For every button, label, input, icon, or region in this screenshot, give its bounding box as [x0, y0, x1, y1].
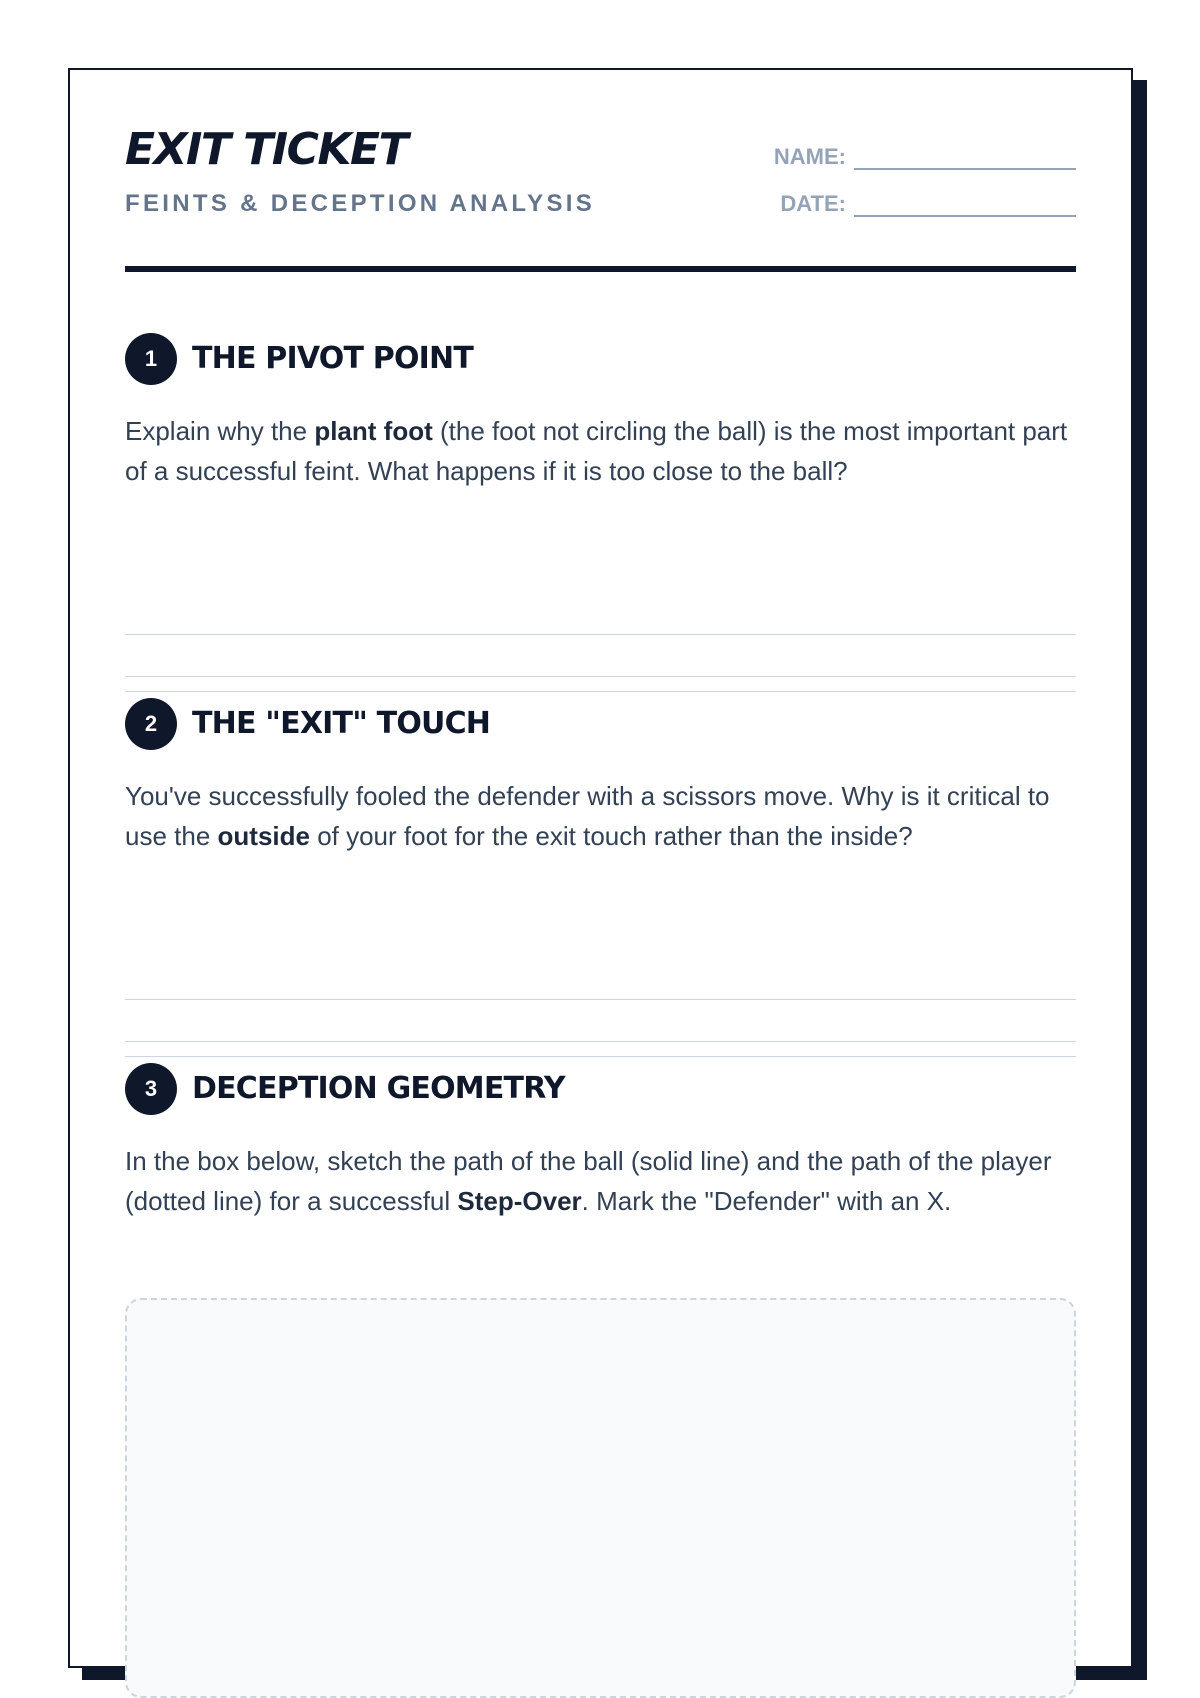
question-1-header	[125, 333, 1076, 385]
date-row	[774, 174, 1076, 221]
page-title: EXIT TICKET	[125, 124, 408, 175]
answer-line[interactable]	[125, 1041, 1076, 1042]
question-1-prompt	[125, 411, 1076, 491]
prompt-emphasis: plant foot	[314, 416, 433, 446]
header-divider	[125, 266, 1076, 272]
question-2-title: THE "EXIT" TOUCH	[192, 706, 491, 741]
answer-line[interactable]	[125, 1056, 1076, 1057]
date-label: DATE:	[780, 191, 846, 216]
question-3-header	[125, 1063, 1076, 1115]
name-label: NAME:	[773, 144, 846, 169]
answer-line[interactable]	[125, 691, 1076, 692]
question-1	[125, 333, 1076, 491]
question-3-prompt	[125, 1141, 1076, 1221]
answer-line[interactable]	[125, 676, 1076, 677]
prompt-text: (the foot not circling the ball) is the most important part of a successful feint. What happens if it is too close to the ball?	[125, 416, 1068, 486]
prompt-text: . Mark the "Defender" with an X.	[581, 1186, 952, 1216]
question-number-badge: 3	[125, 1063, 177, 1115]
date-field[interactable]	[854, 215, 1076, 217]
question-1-title: THE PIVOT POINT	[192, 341, 473, 376]
question-2-prompt	[125, 776, 1076, 856]
prompt-text: In the box below, sketch the path of the ball (solid line) and the path of the player (dotted line) for a successful	[125, 1146, 1052, 1216]
worksheet-content	[125, 70, 1076, 1216]
answer-line[interactable]	[125, 999, 1076, 1000]
question-3	[125, 1063, 1076, 1221]
prompt-text: Explain why the	[125, 416, 315, 446]
sketch-area[interactable]	[125, 1298, 1076, 1698]
prompt-text: of your foot for the exit touch rather than the inside?	[309, 821, 913, 851]
page-subtitle: FEINTS & DECEPTION ANALYSIS	[125, 190, 596, 217]
name-row	[774, 127, 1076, 174]
header	[125, 70, 1076, 270]
question-2-header	[125, 698, 1076, 750]
question-number-badge: 2	[125, 698, 177, 750]
prompt-emphasis: outside	[217, 821, 310, 851]
question-2	[125, 698, 1076, 856]
student-info	[774, 127, 1076, 221]
prompt-emphasis: Step-Over	[457, 1186, 582, 1216]
worksheet-page	[68, 68, 1133, 1668]
prompt-text: You've successfully fooled the defender with a scissors move. Why is it critical to use the	[125, 781, 1050, 851]
name-field[interactable]	[854, 168, 1076, 170]
question-3-title: DECEPTION GEOMETRY	[192, 1071, 565, 1106]
question-number-badge: 1	[125, 333, 177, 385]
answer-line[interactable]	[125, 634, 1076, 635]
